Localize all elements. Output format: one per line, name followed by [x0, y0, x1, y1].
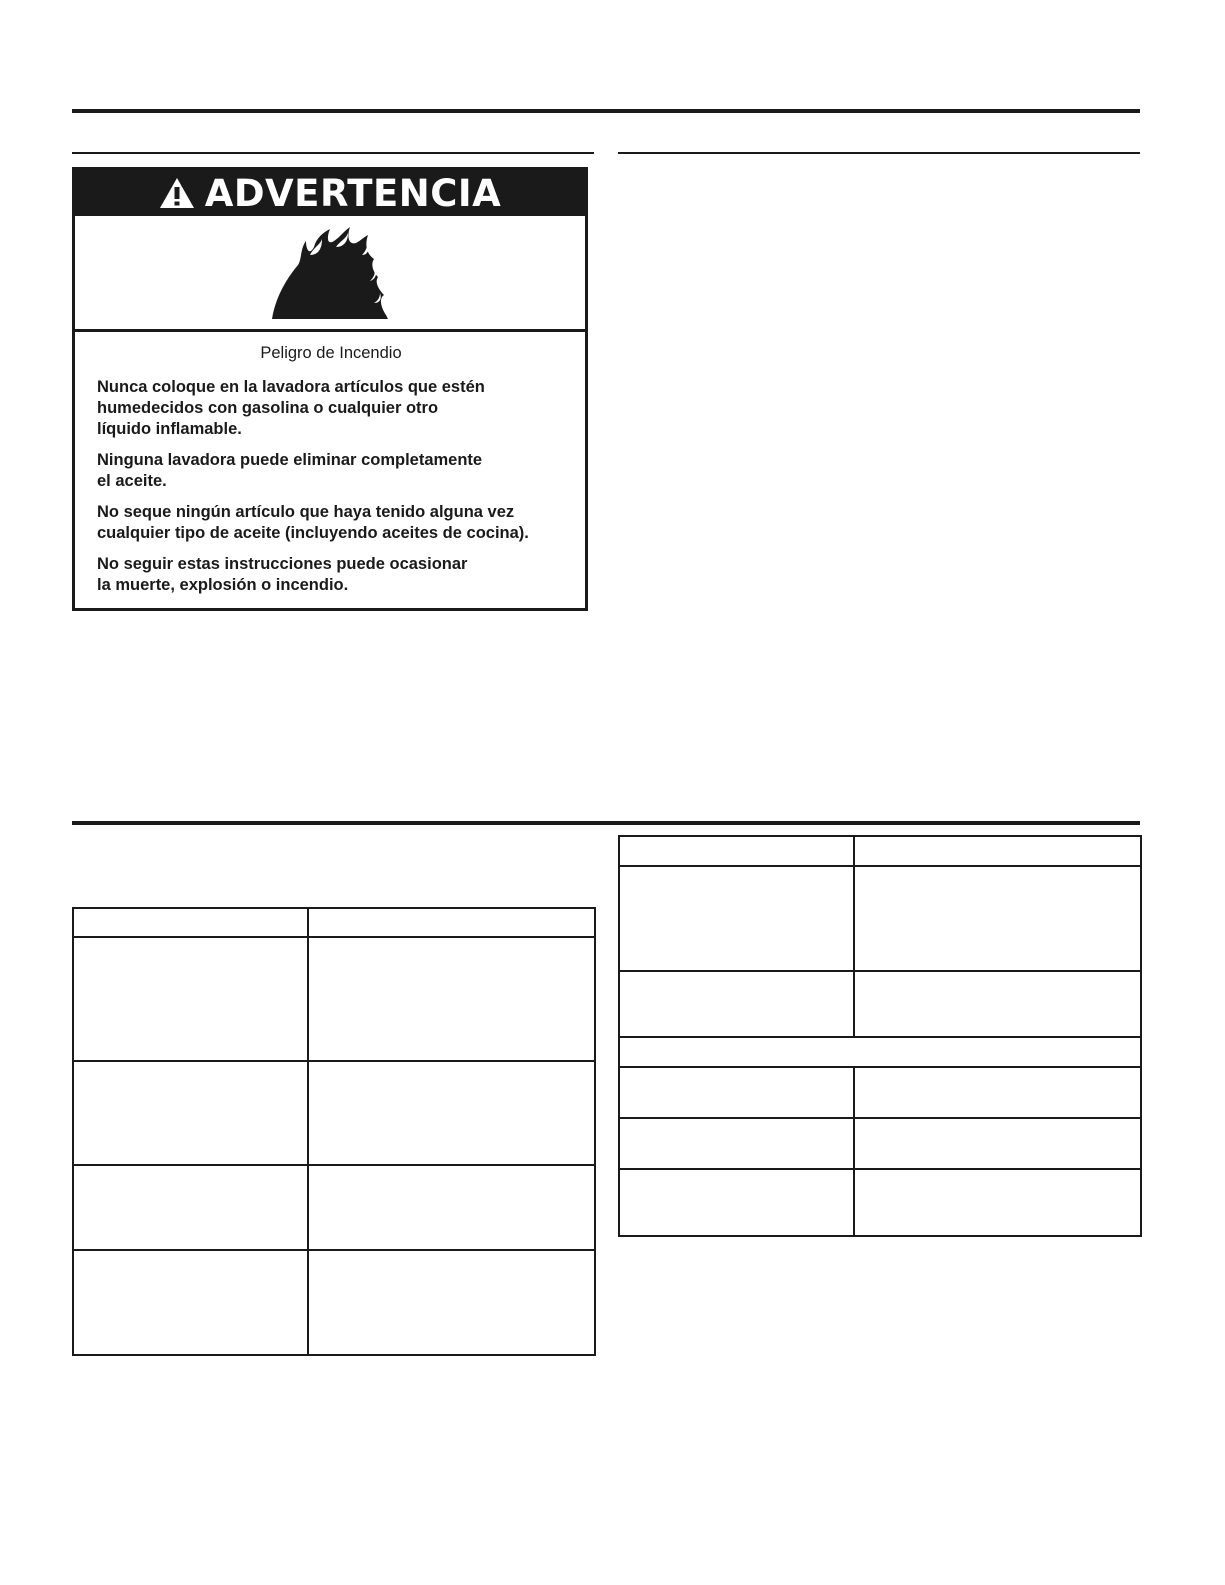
table-cell [308, 1250, 595, 1355]
table-cell [619, 971, 854, 1037]
table-cell [308, 937, 595, 1061]
warning-box [72, 167, 588, 611]
table-row [619, 1169, 1141, 1236]
left-column-rule [72, 152, 594, 154]
table-header-row [73, 908, 595, 937]
warning-body [75, 332, 585, 596]
table-cell [619, 836, 854, 866]
warning-triangle-icon [159, 177, 195, 209]
section-rule [72, 821, 1140, 825]
table-cell [73, 908, 308, 937]
table-cell [854, 866, 1141, 971]
left-table [72, 907, 596, 1356]
table-cell [854, 1118, 1141, 1169]
warning-paragraph: Nunca coloque en la lavadora artículos que estén humedecidos con gasolina o cualquier otro líquido inflamable. [97, 378, 485, 438]
table-row [73, 1250, 595, 1355]
table-cell [308, 1061, 595, 1165]
fire-hazard-icon [270, 225, 390, 321]
table-cell [308, 908, 595, 937]
table-cell [854, 971, 1141, 1037]
table-row [619, 1067, 1141, 1118]
table-row [619, 866, 1141, 971]
table-cell [854, 1169, 1141, 1236]
table-cell [73, 937, 308, 1061]
table-row [619, 971, 1141, 1037]
table-cell [619, 1037, 1141, 1067]
table-cell [619, 1118, 854, 1169]
table-cell [308, 1165, 595, 1250]
right-table [618, 835, 1142, 1237]
warning-title: Peligro de Incendio [260, 344, 402, 362]
top-rule [72, 109, 1140, 113]
table-cell [73, 1250, 308, 1355]
right-column-rule [618, 152, 1140, 154]
table-cell [619, 1169, 854, 1236]
table-cell [619, 1067, 854, 1118]
table-header-row [619, 836, 1141, 866]
table-cell [854, 836, 1141, 866]
table-row [73, 1165, 595, 1250]
table-cell [73, 1165, 308, 1250]
warning-symbol-panel [75, 216, 585, 332]
table-row [619, 1118, 1141, 1169]
warning-paragraph: Ninguna lavadora puede eliminar completamente el aceite. [97, 451, 483, 490]
table-subheader-row [619, 1037, 1141, 1067]
table-cell [619, 866, 854, 971]
warning-paragraph: No seque ningún artículo que haya tenido alguna vez cualquier tipo de aceite (incluyendo aceites de cocina). [97, 503, 529, 542]
warning-header-label: ADVERTENCIA [204, 171, 502, 215]
table-row [73, 937, 595, 1061]
table-cell [73, 1061, 308, 1165]
table-cell [854, 1067, 1141, 1118]
warning-paragraph: No seguir estas instrucciones puede ocasionar la muerte, explosión o incendio. [97, 555, 468, 594]
warning-header [75, 170, 585, 216]
table-row [73, 1061, 595, 1165]
